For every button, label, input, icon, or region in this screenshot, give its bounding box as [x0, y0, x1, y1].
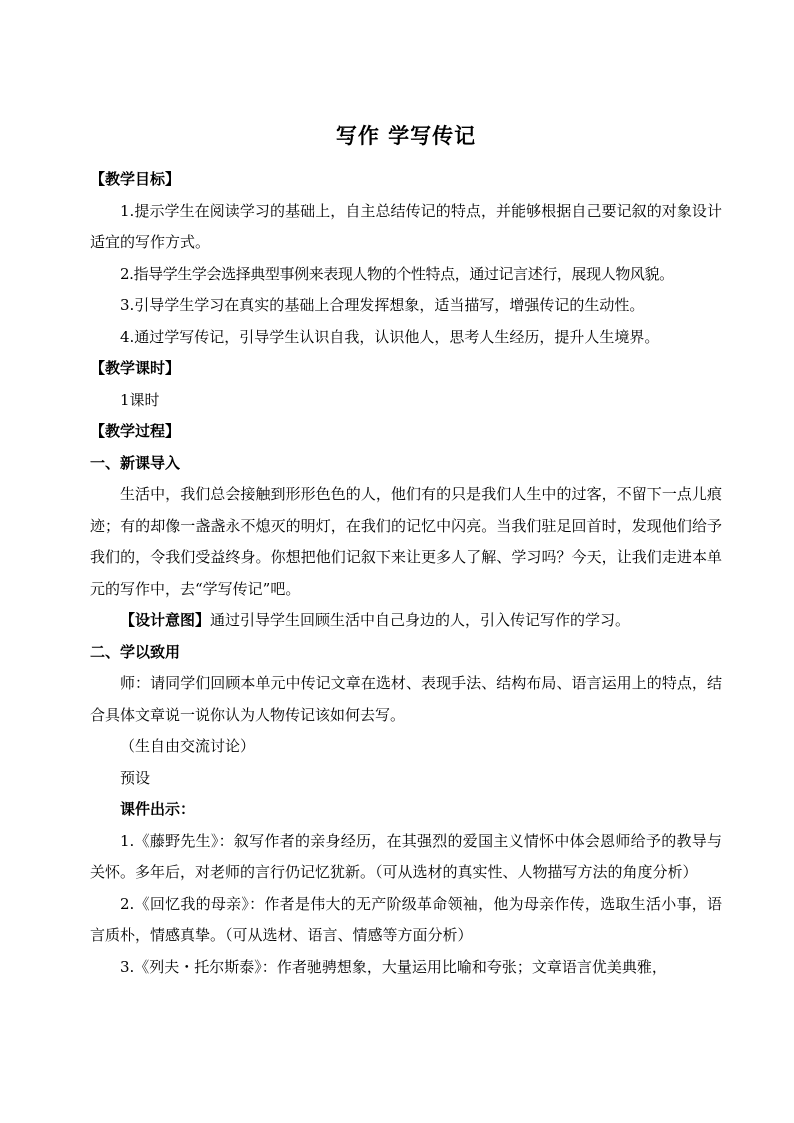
hours-value: 1课时 — [120, 390, 160, 409]
courseware-label: 课件出示： — [120, 800, 196, 818]
part2-heading: 二、学以致用 — [90, 642, 181, 661]
document-page — [90, 122, 722, 983]
goal-item-2: 2.指导学生学会选择典型事例来表现人物的个性特点，通过记言述行，展现人物风貌。 — [120, 264, 674, 283]
design-intent-label: 【设计意图】 — [120, 611, 211, 629]
goal-item-3: 3.引导学生学习在真实的基础上合理发挥想象，适当描写，增强传记的生动性。 — [120, 296, 645, 314]
process-heading: 【教学过程】 — [90, 422, 181, 440]
document-title: 写作 学写传记 — [335, 124, 477, 148]
part2-text: 师：请同学们回顾本单元中传记文章在选材、表现手法、结构布局、语言运用上的特点，结合具体文章说一说你认为人物传记该如何去写。 — [90, 674, 722, 724]
courseware-item-3: 3.《列夫・托尔斯泰》：作者驰骋想象，大量运用比喻和夸张；文章语言优美典雅， — [120, 957, 667, 976]
design-intent-text: 通过引导学生回顾生活中自己身边的人，引入传记写作的学习。 — [210, 611, 631, 629]
hours-heading: 【教学课时】 — [90, 359, 181, 377]
goals-heading: 【教学目标】 — [90, 170, 181, 188]
goal-item-4: 4.通过学写传记，引导学生认识自我，认识他人，思考人生经历，提升人生境界。 — [120, 327, 660, 346]
courseware-item-2: 2.《回忆我的母亲》：作者是伟大的无产阶级革命领袖，他为母亲作传，选取生活小事，语言质朴，情感真挚。（可从选材、语言、情感等方面分析） — [90, 894, 722, 944]
goal-item-1: 1.提示学生在阅读学习的基础上，自主总结传记的特点，并能够根据自己要记叙的对象设计适宜的写作方式。 — [90, 201, 722, 251]
courseware-item-1: 1.《藤野先生》：叙写作者的亲身经历，在其强烈的爱国主义情怀中体会恩师给予的教导与关怀。多年后，对老师的言行仍记忆犹新。（可从选材的真实性、人物描写方法的角度分析） — [90, 831, 722, 881]
part1-heading: 一、新课导入 — [90, 453, 181, 472]
discussion-note: （生自由交流讨论） — [120, 737, 256, 755]
part1-text: 生活中，我们总会接触到形形色色的人，他们有的只是我们人生中的过客，不留下一点儿痕迹；有的却像一盏盏永不熄灭的明灯，在我们的记忆中闪亮。当我们驻足回首时，发现他们给予我们的，令我们受益终身。你想把他们记叙下来让更多人了解、学习吗？今天，让我们走进本单元的写作中，去“学写传记”吧。 — [90, 485, 722, 598]
design-intent — [90, 605, 722, 637]
preset-label: 预设 — [120, 768, 151, 787]
